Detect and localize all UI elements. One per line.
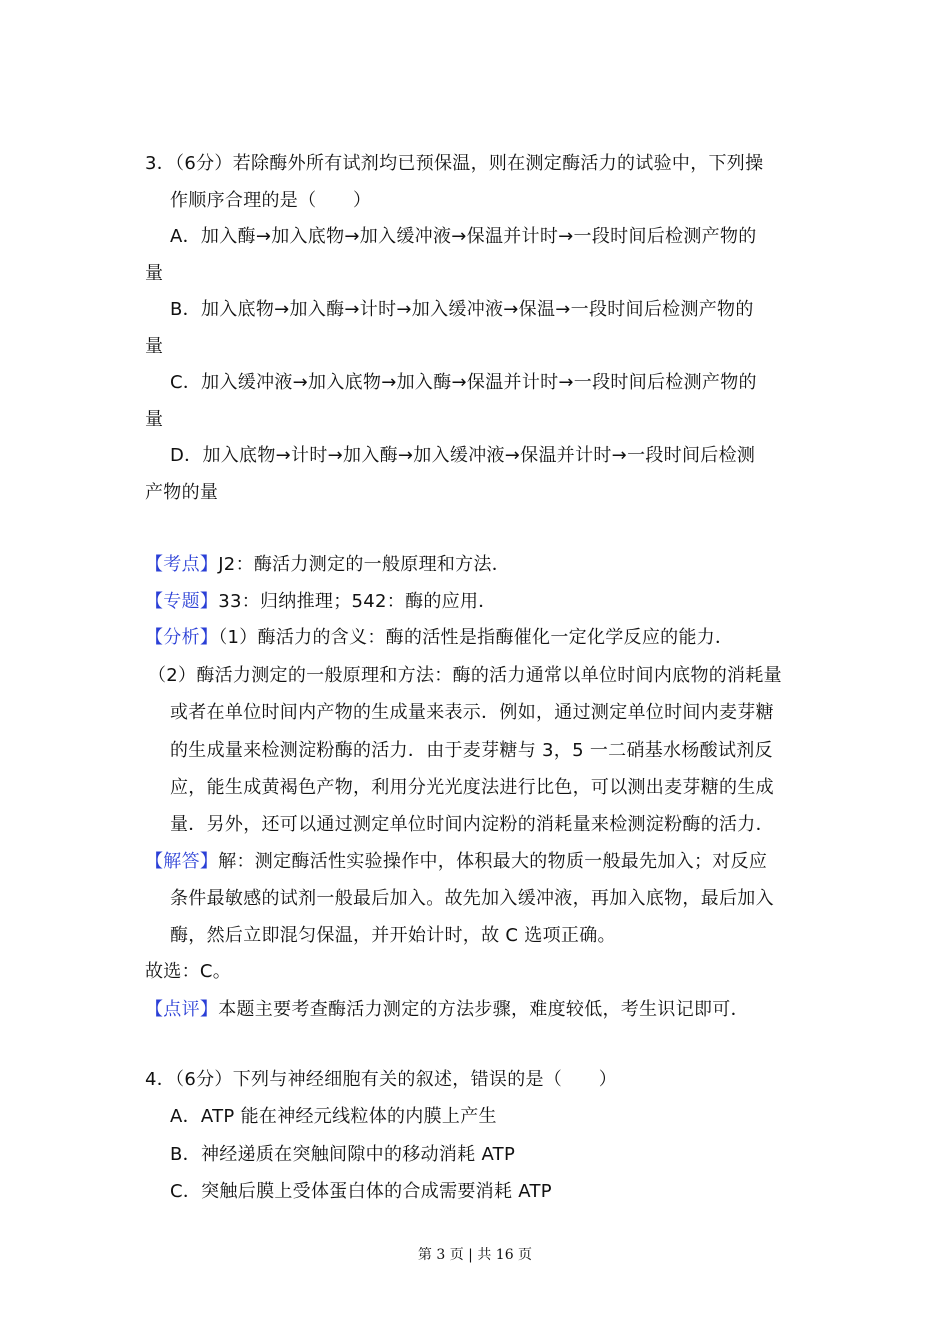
- fenxi-tag: 【分析】: [145, 627, 219, 648]
- fenxi-text: （1）酶活力的含义：酶的活性是指酶催化一定化学反应的能力．: [218, 627, 734, 648]
- question-stem: 4．（6分）下列与神经细胞有关的叙述，错误的是（ ）: [145, 1069, 618, 1090]
- page-footer: 第 3 页 | 共 16 页: [417, 1247, 533, 1263]
- zhuanti: [145, 590, 497, 614]
- jieda-text: 解：测定酶活性实验操作中，体积最大的物质一般最先加入；对反应: [218, 851, 768, 872]
- option-b: B．加入底物→加入酶→计时→加入缓冲液→保温→一段时间后检测产物的: [170, 299, 754, 320]
- kaodian-tag: 【考点】: [145, 554, 219, 575]
- option-a: 量: [145, 263, 164, 284]
- dianping-tag: 【点评】: [145, 999, 219, 1020]
- fenxi-text: （2）酶活力测定的一般原理和方法：酶的活力通常以单位时间内底物的消耗量: [148, 665, 782, 686]
- answer: 故选：C。: [145, 961, 232, 982]
- option-b: B．神经递质在突触间隙中的移动消耗 ATP: [170, 1144, 516, 1165]
- fenxi-text: 的生成量来检测淀粉酶的活力．由于麦芽糖与 3，5 一二硝基水杨酸试剂反: [170, 740, 773, 761]
- kaodian: [145, 553, 510, 577]
- option-d: 产物的量: [145, 482, 219, 503]
- jieda-text: 酶，然后立即混匀保温，并开始计时，故 C 选项正确。: [170, 925, 616, 946]
- fenxi-text: 或者在单位时间内产物的生成量来表示．例如，通过测定单位时间内麦芽糖: [170, 702, 774, 723]
- dianping: [145, 998, 749, 1022]
- option-b: 量: [145, 336, 164, 357]
- option-d: D．加入底物→计时→加入酶→加入缓冲液→保温并计时→一段时间后检测: [170, 445, 756, 466]
- zhuanti-tag: 【专题】: [145, 591, 219, 612]
- fenxi-text: 应，能生成黄褐色产物，利用分光光度法进行比色，可以测出麦芽糖的生成: [170, 777, 774, 798]
- fenxi-text: 量．另外，还可以通过测定单位时间内淀粉的消耗量来检测淀粉酶的活力．: [170, 814, 774, 835]
- option-c: 量: [145, 409, 164, 430]
- kaodian-text: J2：酶活力测定的一般原理和方法．: [218, 554, 511, 575]
- jieda-text: 条件最敏感的试剂一般最后加入。故先加入缓冲液，再加入底物，最后加入: [170, 888, 774, 909]
- question-stem: 3．（6分）若除酶外所有试剂均已预保温，则在测定酶活力的试验中，下列操: [145, 153, 764, 174]
- dianping-text: 本题主要考查酶活力测定的方法步骤，难度较低，考生识记即可．: [218, 999, 749, 1020]
- option-a: A．ATP 能在神经元线粒体的内膜上产生: [170, 1106, 497, 1127]
- jieda-tag: 【解答】: [145, 851, 219, 872]
- zhuanti-text: 33：归纳推理；542：酶的应用．: [218, 591, 497, 612]
- jieda: [145, 850, 767, 874]
- question-stem: 作顺序合理的是（ ）: [170, 190, 372, 211]
- option-c: C．突触后膜上受体蛋白体的合成需要消耗 ATP: [170, 1181, 552, 1202]
- fenxi: [145, 626, 733, 650]
- option-c: C．加入缓冲液→加入底物→加入酶→保温并计时→一段时间后检测产物的: [170, 372, 757, 393]
- option-a: A．加入酶→加入底物→加入缓冲液→保温并计时→一段时间后检测产物的: [170, 226, 757, 247]
